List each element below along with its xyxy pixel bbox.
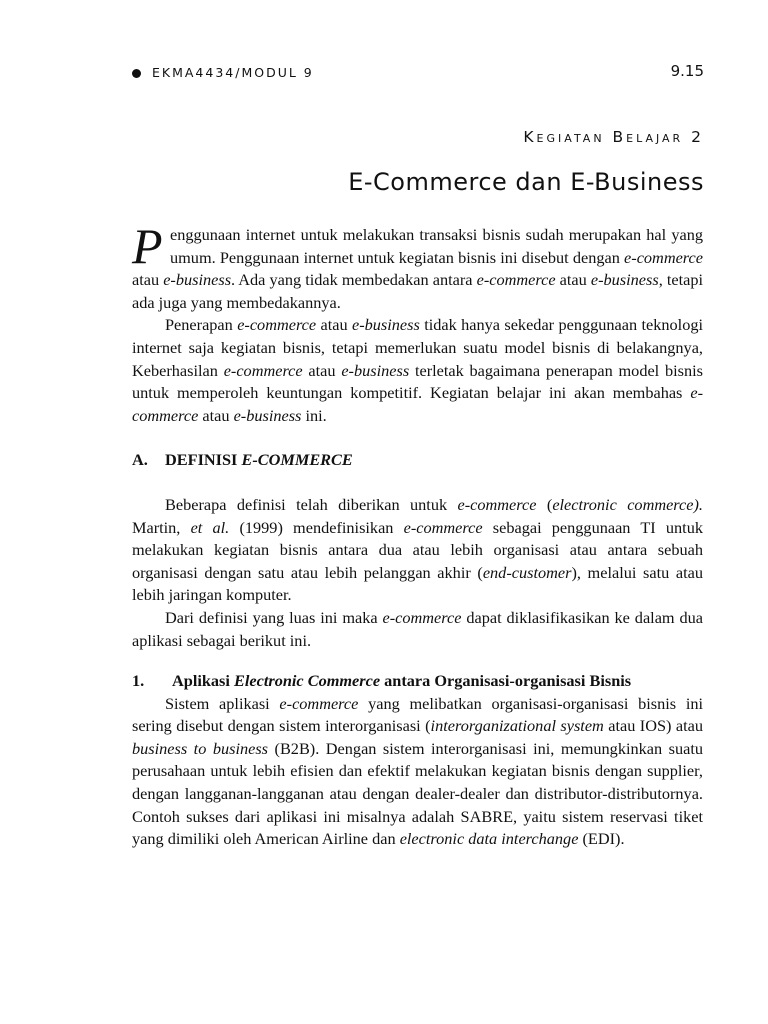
heading-text: Aplikasi (172, 671, 234, 691)
section-a-paragraph-1 (132, 494, 703, 607)
activity-label: Kegiatan Belajar 2 (523, 128, 704, 146)
italic-term: e-business (341, 360, 410, 380)
text-run: atau IOS) atau (603, 716, 703, 736)
text-run: enggunaan internet untuk melakukan transaksi bisnis sudah merupakan hal yang umum. Penggunaan internet untuk kegiatan bisnis ini disebut dengan (170, 225, 703, 267)
italic-term: e-business (163, 270, 232, 290)
text-run: , tetapi ada juga yang membedakannya. (132, 270, 704, 312)
italic-term: e-commerce (624, 247, 703, 267)
text-run: atau (132, 270, 164, 290)
italic-term: e-business (590, 270, 659, 290)
text-run: Dari definisi yang luas ini maka (165, 607, 383, 627)
text-run: atau (316, 315, 352, 335)
italic-term: end-customer (482, 562, 572, 582)
section-number: 1. (132, 671, 145, 691)
text-run: ), melalui satu atau lebih jaringan komputer. (132, 562, 703, 605)
text-run: atau (555, 270, 591, 290)
text-run: atau (198, 405, 234, 425)
intro-paragraph-1 (132, 218, 704, 314)
body-text (132, 218, 704, 851)
section-number: A. (132, 450, 148, 470)
page-title: E-Commerce dan E-Business (348, 168, 704, 196)
intro-paragraph-2 (132, 314, 703, 427)
heading-italic: Electronic Commerce (234, 671, 381, 691)
text-run: Beberapa definisi telah diberikan untuk (165, 494, 458, 514)
heading-italic: E-COMMERCE (241, 450, 353, 470)
text-run: (1999) mendefinisikan (229, 517, 404, 537)
text-run: dapat diklasifikasikan ke dalam dua aplikasi sebagai berikut ini. (132, 607, 703, 650)
italic-term: e-commerce (223, 360, 303, 380)
italic-term: interorganizational system (430, 716, 604, 736)
text-run: (EDI). (578, 829, 625, 849)
text-run: ( (536, 494, 553, 514)
italic-term: e-commerce (476, 270, 556, 290)
running-header (126, 62, 704, 90)
text-run: sebagai penggunaan TI untuk melakukan kegiatan bisnis antara dua atau lebih organisasi atau antara sebuah organisasi dengan satu atau lebih pelanggan akhir ( (132, 517, 703, 582)
text-run: . Ada yang tidak membedakan antara (231, 270, 477, 290)
section-1-paragraph-1 (132, 693, 703, 851)
text-run: atau (302, 360, 342, 380)
text-run: Martin, (132, 517, 191, 537)
text-run: Penerapan (165, 315, 238, 335)
heading-text: DEFINISI (165, 450, 242, 470)
text-run: tidak hanya sekedar penggunaan teknologi internet saja kegiatan bisnis, tetapi memerlukan suatu model bisnis di belakangnya, Keberhasilan (132, 315, 703, 380)
italic-term: e-business (352, 315, 420, 335)
italic-term: business to business (132, 738, 269, 758)
heading-text: antara Organisasi-organisasi Bisnis (380, 671, 632, 691)
italic-term: e-commerce (279, 693, 359, 713)
section-1-heading (132, 670, 703, 693)
bullet-icon (132, 69, 141, 78)
text-run: Sistem aplikasi (165, 693, 280, 713)
section-a-heading (132, 449, 703, 472)
text-run: (B2B). Dengan sistem interorganisasi ini, memungkinkan suatu perusahaan untuk lebih efisien dan efektif melakukan kegiatan bisnis dengan supplier, dengan langganan-langganan atau dengan dealer-dealer dan distributor-distributornya. Contoh sukses dari aplikasi ini misalnya adalah SABRE, yaitu sistem reservasi tiket yang dimiliki oleh American Airline dan (132, 738, 703, 849)
italic-term: e-commerce (382, 607, 462, 627)
italic-term: electronic data interchange (399, 829, 579, 849)
italic-term: et al. (190, 517, 230, 537)
italic-term: e-business (233, 405, 302, 425)
italic-term: e-commerce (132, 383, 703, 425)
text-run: yang melibatkan organisasi-organisasi bisnis ini sering disebut dengan sistem interorganisasi ( (132, 693, 704, 736)
italic-term: e-commerce (237, 315, 317, 335)
text-run: ini. (301, 405, 327, 425)
page-number: 9.15 (670, 62, 704, 80)
italic-term: e-commerce (403, 517, 483, 537)
italic-term: e-commerce (457, 494, 537, 514)
italic-term: electronic commerce). (552, 494, 703, 514)
module-code: EKMA4434/MODUL 9 (152, 65, 314, 80)
text-run: terletak bagaimana penerapan model bisnis untuk memperoleh keuntungan kompetitif. Kegiatan belajar ini akan membahas (132, 360, 703, 403)
drop-cap: P (132, 218, 163, 274)
section-a-paragraph-2 (132, 607, 703, 652)
